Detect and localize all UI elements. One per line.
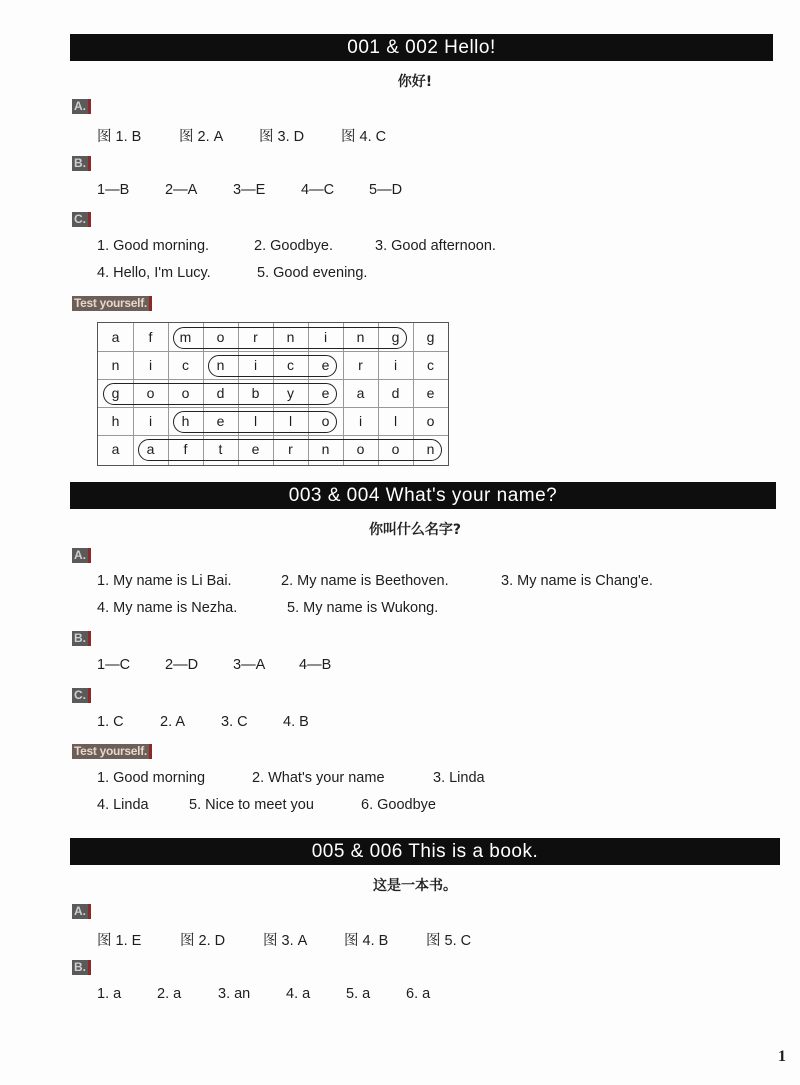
grid-letter: b <box>251 385 260 401</box>
grid-letter: r <box>253 329 258 345</box>
grid-letter: n <box>321 441 330 457</box>
grid-letter: i <box>323 329 328 345</box>
answer: 图 3. A <box>263 933 308 949</box>
grid-letter: e <box>321 385 330 401</box>
grid-letter: f <box>183 441 188 457</box>
answer: 1—B <box>97 182 130 198</box>
grid-letter: o <box>426 413 435 429</box>
grid-letter: d <box>391 385 400 401</box>
answer: 1. Good morning <box>97 770 206 786</box>
answer: 4. My name is Nezha. <box>97 600 238 616</box>
test-yourself-label: Test yourself. <box>72 296 152 311</box>
grid-letter: o <box>356 441 365 457</box>
answer: 图 1. E <box>97 933 142 949</box>
grid-letter: a <box>111 329 120 345</box>
grid-letter: e <box>426 385 435 401</box>
grid-letter: r <box>288 441 293 457</box>
grid-letter: i <box>358 413 363 429</box>
grid-letter: h <box>111 413 120 429</box>
answer: 3. Linda <box>433 770 485 786</box>
answer: 图 2. A <box>179 129 224 145</box>
answer: 5. a <box>346 986 371 1002</box>
answer: 2. My name is Beethoven. <box>281 573 449 589</box>
answer: 1. Good morning. <box>97 238 210 254</box>
grid-letter: o <box>146 385 155 401</box>
section-subtitle: 这是一本书。 <box>373 878 457 894</box>
grid-letter: n <box>111 357 120 373</box>
part-a-label: A. <box>72 99 91 114</box>
answer: 3. an <box>218 986 251 1002</box>
grid-letter: o <box>391 441 400 457</box>
grid-letter: n <box>216 357 225 373</box>
section-title: 003 & 004 What's your name? <box>70 482 776 509</box>
grid-letter: n <box>286 329 295 345</box>
grid-letter: l <box>253 413 258 429</box>
answer: 图 2. D <box>180 933 226 949</box>
answer: 3. My name is Chang'e. <box>501 573 653 589</box>
grid-letter: g <box>426 329 435 345</box>
answer: 3—A <box>233 657 266 673</box>
part-c-label: C. <box>72 688 91 703</box>
grid-letter: o <box>321 413 330 429</box>
answer: 2—D <box>165 657 199 673</box>
answer: 5—D <box>369 182 403 198</box>
answer: 1. My name is Li Bai. <box>97 573 232 589</box>
answer: 4—C <box>301 182 335 198</box>
grid-letter: o <box>181 385 190 401</box>
grid-letter: f <box>148 329 153 345</box>
grid-letter: n <box>356 329 365 345</box>
grid-letter: o <box>216 329 225 345</box>
grid-letter: t <box>218 441 223 457</box>
grid-letter: a <box>111 441 120 457</box>
section-title: 001 & 002 Hello! <box>70 34 773 61</box>
part-c-label: C. <box>72 212 91 227</box>
grid-letter: l <box>288 413 293 429</box>
word-search-grid <box>97 322 449 466</box>
answer: 2. A <box>160 714 185 730</box>
answer: 4. Linda <box>97 797 149 813</box>
answer: 图 3. D <box>259 129 305 145</box>
answer: 3—E <box>233 182 266 198</box>
grid-letter: l <box>393 413 398 429</box>
answer: 6. a <box>406 986 431 1002</box>
grid-letter: m <box>179 329 192 345</box>
grid-letter: d <box>216 385 225 401</box>
grid-letter: y <box>287 385 294 401</box>
answer: 图 4. C <box>341 129 387 145</box>
grid-letter: a <box>146 441 155 457</box>
grid-letter: h <box>181 413 190 429</box>
grid-letter: g <box>111 385 120 401</box>
answer: 4. a <box>286 986 311 1002</box>
answer: 4—B <box>299 657 332 673</box>
part-a-label: A. <box>72 904 91 919</box>
answer: 5. My name is Wukong. <box>287 600 439 616</box>
answer: 2. a <box>157 986 182 1002</box>
answer: 4. Hello, I'm Lucy. <box>97 265 211 281</box>
grid-letter: a <box>356 385 365 401</box>
answer: 2—A <box>165 182 198 198</box>
grid-letter: n <box>426 441 435 457</box>
answer: 1. a <box>97 986 122 1002</box>
section-subtitle: 你叫什么名字? <box>368 522 462 538</box>
part-b-label: B. <box>72 960 91 975</box>
answer: 3. C <box>221 714 248 730</box>
answer: 3. Good afternoon. <box>375 238 496 254</box>
grid-letter: g <box>391 329 400 345</box>
answer: 图 5. C <box>426 933 472 949</box>
grid-letter: c <box>287 357 294 373</box>
answer: 6. Goodbye <box>361 797 436 813</box>
grid-letter: i <box>253 357 258 373</box>
answer: 5. Good evening. <box>257 265 368 281</box>
answer: 图 4. B <box>344 933 389 949</box>
grid-letter: i <box>393 357 398 373</box>
answer: 1. C <box>97 714 124 730</box>
answer: 1—C <box>97 657 131 673</box>
answer: 2. Goodbye. <box>254 238 333 254</box>
grid-letter: i <box>148 357 153 373</box>
section-title: 005 & 006 This is a book. <box>70 838 780 865</box>
grid-letter: e <box>216 413 225 429</box>
test-yourself-label: Test yourself. <box>72 744 152 759</box>
grid-letter: e <box>321 357 330 373</box>
answer: 4. B <box>283 714 309 730</box>
part-a-label: A. <box>72 548 91 563</box>
answer: 2. What's your name <box>252 770 385 786</box>
part-b-label: B. <box>72 631 91 646</box>
page-number: 1 <box>778 1048 786 1065</box>
grid-letter: e <box>251 441 260 457</box>
grid-letter: c <box>427 357 434 373</box>
answer: 图 1. B <box>97 129 142 145</box>
answer: 5. Nice to meet you <box>189 797 314 813</box>
grid-letter: c <box>182 357 189 373</box>
part-b-label: B. <box>72 156 91 171</box>
grid-letter: r <box>358 357 363 373</box>
grid-letter: i <box>148 413 153 429</box>
section-subtitle: 你好! <box>397 74 433 90</box>
